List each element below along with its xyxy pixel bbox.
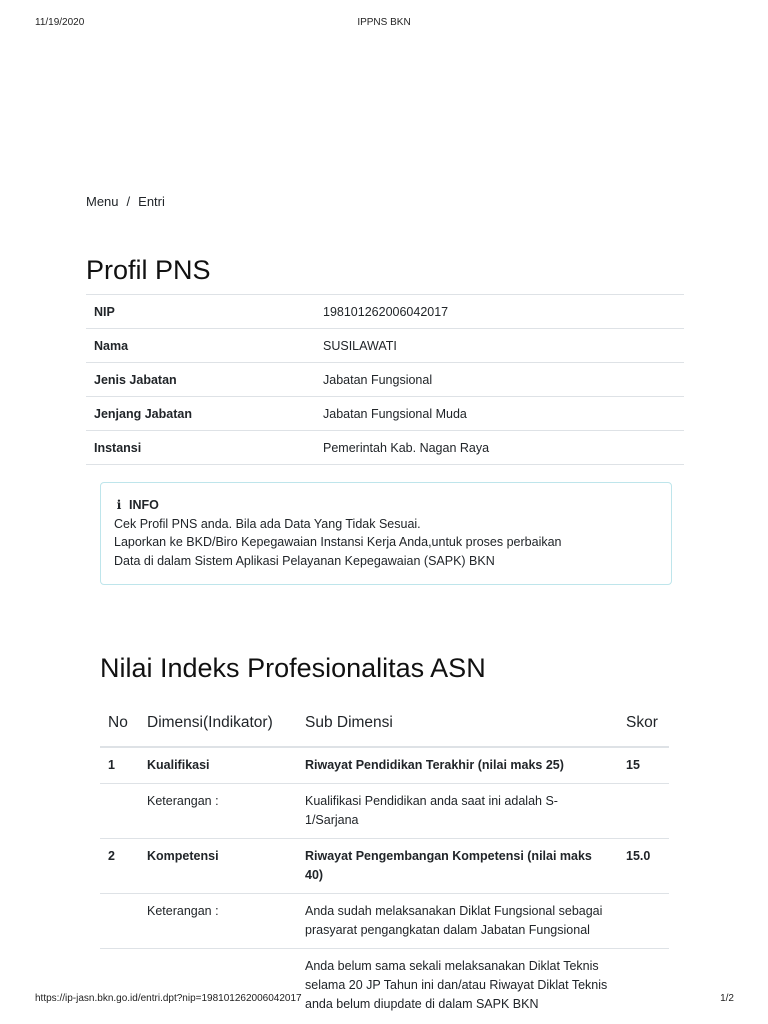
cell-no bbox=[100, 784, 139, 839]
profil-row-jenis-jabatan bbox=[86, 363, 684, 397]
profil-title: Profil PNS bbox=[86, 255, 211, 285]
nilai-header-row bbox=[100, 700, 669, 747]
print-date: 11/19/2020 bbox=[35, 17, 85, 28]
cell-skor bbox=[618, 949, 669, 1023]
cell-no: 1 bbox=[100, 747, 139, 784]
cell-no bbox=[100, 949, 139, 1023]
profil-value: 198101262006042017 bbox=[315, 295, 684, 329]
profil-row-nama bbox=[86, 329, 684, 363]
col-header-dimensi: Dimensi(Indikator) bbox=[139, 700, 297, 747]
breadcrumb-separator: / bbox=[126, 194, 131, 209]
info-line: Laporkan ke BKD/Biro Kepegawaian Instansi Kerja Anda,untuk proses perbaikan bbox=[114, 535, 562, 549]
profil-label: Jenis Jabatan bbox=[86, 363, 315, 397]
profil-label: Instansi bbox=[86, 431, 315, 465]
info-heading: INFO bbox=[129, 498, 159, 512]
cell-sub-dimensi: Riwayat Pengembangan Kompetensi (nilai maks 40) bbox=[297, 839, 618, 894]
info-heading-line bbox=[114, 496, 661, 515]
cell-dimensi: Kualifikasi bbox=[139, 747, 297, 784]
info-alert bbox=[100, 482, 672, 585]
info-icon: i bbox=[116, 497, 122, 512]
cell-dimensi bbox=[139, 949, 297, 1023]
cell-no bbox=[100, 894, 139, 949]
profil-table bbox=[86, 294, 684, 465]
table-row bbox=[100, 894, 669, 949]
col-header-sub-dimensi: Sub Dimensi bbox=[297, 700, 618, 747]
print-url: https://ip-jasn.bkn.go.id/entri.dpt?nip=198101262006042017 bbox=[35, 993, 302, 1004]
profil-value: Jabatan Fungsional Muda bbox=[315, 397, 684, 431]
print-title: IPPNS BKN bbox=[357, 17, 411, 28]
table-row bbox=[100, 747, 669, 784]
profil-label: Jenjang Jabatan bbox=[86, 397, 315, 431]
breadcrumb bbox=[86, 194, 165, 209]
profil-row-jenjang-jabatan bbox=[86, 397, 684, 431]
table-row bbox=[100, 949, 669, 1023]
profil-row-nip bbox=[86, 295, 684, 329]
cell-dimensi: Keterangan : bbox=[139, 894, 297, 949]
cell-skor bbox=[618, 784, 669, 839]
info-line: Data di dalam Sistem Aplikasi Pelayanan Kepegawaian (SAPK) BKN bbox=[114, 553, 495, 568]
cell-skor bbox=[618, 894, 669, 949]
cell-dimensi: Keterangan : bbox=[139, 784, 297, 839]
print-page-number: 1/2 bbox=[720, 993, 734, 1004]
cell-skor: 15 bbox=[618, 747, 669, 784]
profil-label: NIP bbox=[86, 295, 315, 329]
cell-dimensi: Kompetensi bbox=[139, 839, 297, 894]
table-row bbox=[100, 839, 669, 894]
nilai-table bbox=[100, 700, 669, 1022]
cell-no: 2 bbox=[100, 839, 139, 894]
info-line: Cek Profil PNS anda. Bila ada Data Yang Tidak Sesuai. bbox=[114, 516, 421, 531]
profil-row-instansi bbox=[86, 431, 684, 465]
table-row bbox=[100, 784, 669, 839]
breadcrumb-current: Entri bbox=[138, 194, 165, 209]
profil-value: Jabatan Fungsional bbox=[315, 363, 684, 397]
cell-sub-dimensi: Anda belum sama sekali melaksanakan Diklat Teknis selama 20 JP Tahun ini dan/atau Riwayat Diklat Teknis anda belum diupdate di dalam SAPK BKN bbox=[297, 949, 618, 1023]
cell-sub-dimensi: Kualifikasi Pendidikan anda saat ini adalah S-1/Sarjana bbox=[297, 784, 618, 839]
cell-skor: 15.0 bbox=[618, 839, 669, 894]
profil-value: SUSILAWATI bbox=[315, 329, 684, 363]
col-header-skor: Skor bbox=[618, 700, 669, 747]
nilai-title: Nilai Indeks Profesionalitas ASN bbox=[100, 653, 486, 683]
print-header bbox=[0, 17, 768, 31]
col-header-no: No bbox=[100, 700, 139, 747]
cell-sub-dimensi: Riwayat Pendidikan Terakhir (nilai maks 25) bbox=[297, 747, 618, 784]
breadcrumb-menu-link[interactable]: Menu bbox=[86, 194, 119, 209]
cell-sub-dimensi: Anda sudah melaksanakan Diklat Fungsional sebagai prasyarat pengangkatan dalam Jabatan Fungsional bbox=[297, 894, 618, 949]
profil-label: Nama bbox=[86, 329, 315, 363]
profil-value: Pemerintah Kab. Nagan Raya bbox=[315, 431, 684, 465]
print-footer bbox=[0, 993, 768, 1007]
